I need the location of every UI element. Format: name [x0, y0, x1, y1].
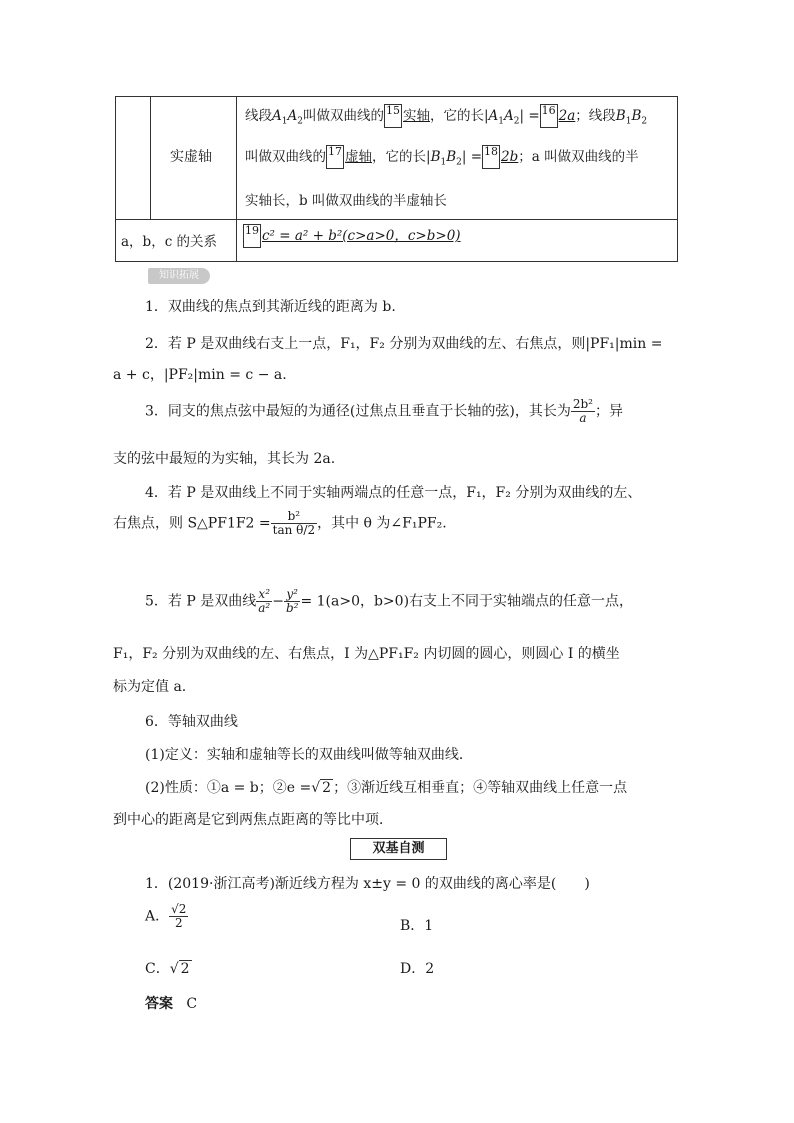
blank-number: 18 — [482, 145, 500, 169]
table-divider — [236, 97, 237, 261]
blank-answer: 2b — [501, 149, 519, 165]
row-label-axes: 实虚轴 — [170, 149, 212, 165]
blank-answer: 实轴 — [402, 108, 430, 124]
fraction: $\frac{\text{2b²}}{a}$ — [572, 397, 593, 426]
list-item: a + c，|PF₂|min = c − a. — [113, 367, 287, 383]
fraction: $\frac{\text{x²}}{\text{a²}}$ — [258, 587, 271, 616]
list-item: 右焦点，则 S△PF1F2 = $\frac{\text{b²}}{\text{tan θ/2}}$ ，其中 θ 为∠F₁PF₂. — [113, 509, 447, 538]
option-c: C．√ 2 — [145, 961, 190, 977]
list-item: 6．等轴双曲线 — [145, 714, 238, 730]
list-item: 1．双曲线的焦点到其渐近线的距离为 b. — [145, 299, 396, 315]
question-stem: 1．(2019·浙江高考)渐近线方程为 x±y = 0 的双曲线的离心率是( ) — [145, 876, 590, 892]
knowledge-extension-badge: 知识拓展 — [148, 268, 210, 284]
option-a: A． $\frac{√2}{2}$ — [145, 902, 187, 931]
list-item: 2．若 P 是双曲线右支上一点，F₁，F₂ 分别为双曲线的左、右焦点，则|PF₁|min = — [145, 336, 663, 352]
table-cell-line: 线段$A_1A_2$叫做双曲线的 15 实轴，它的长$|A_1A_2| = 16$ 2a；线段$B_1B_2$ — [245, 104, 648, 127]
blank-number: 15 — [384, 104, 402, 128]
list-item: (1)定义：实轴和虚轴等长的双曲线叫做等轴双曲线． — [145, 747, 473, 763]
fraction: $\frac{\text{y²}}{\text{b²}}$ — [285, 587, 299, 616]
table-cell-line: 实轴长，b 叫做双曲线的半虚轴长 — [245, 193, 447, 209]
table-cell-line: 叫做双曲线的 17 虚轴，它的长$|B_1B_2| = 18$ 2b；a 叫做双曲线的半 — [245, 145, 639, 168]
option-b: B．1 — [400, 918, 434, 934]
option-d: D．2 — [400, 961, 435, 977]
list-item: 4．若 P 是双曲线上不同于实轴两端点的任意一点，F₁，F₂ 分别为双曲线的左、 — [145, 485, 642, 501]
blank-answer: 2a — [558, 108, 576, 124]
fraction: $\frac{\text{b²}}{\text{tan θ/2}}$ — [272, 509, 316, 538]
table-cell-line — [243, 224, 461, 248]
blank-answer: 虚轴 — [345, 149, 372, 165]
blank-number: 16 — [540, 104, 558, 128]
blank-answer: c² = a² + b²(c>a>0，c>b>0) — [262, 228, 461, 244]
list-item: 支的弦中最短的为实轴，其长为 2a. — [113, 451, 336, 467]
blank-number: 17 — [326, 145, 344, 169]
list-item: 3．同支的焦点弦中最短的为通径(过焦点且垂直于长轴的弦)，其长为 $\frac{\text{2b²}}{a}$ ；异 — [145, 397, 623, 426]
fraction: $\frac{√2}{2}$ — [171, 902, 187, 931]
row-label-relation: a，b，c 的关系 — [121, 234, 218, 250]
section-title: 双基自测 — [350, 838, 447, 860]
list-item: (2)性质：①a = b；②e =√ 2 ；③渐近线互相垂直；④等轴双曲线上任意一点 — [145, 780, 628, 796]
list-item: 标为定值 a. — [113, 679, 187, 695]
list-item: 5．若 P 是双曲线 $\frac{\text{x²}}{\text{a²}}$ − $\frac{\text{y²}}{\text{b²}}$ = 1(a>0，b>0)右支上不同于实轴端点的任意一点， — [145, 587, 634, 616]
list-item: 到中心的距离是它到两焦点距离的等比中项． — [113, 812, 393, 828]
table-divider — [116, 219, 677, 220]
answer-line: 答案 C — [145, 996, 198, 1012]
table-divider — [150, 97, 151, 219]
list-item: F₁，F₂ 分别为双曲线的左、右焦点，I 为△PF₁F₂ 内切圆的圆心，则圆心 I 的横坐 — [113, 646, 620, 662]
blank-number: 19 — [243, 224, 261, 248]
